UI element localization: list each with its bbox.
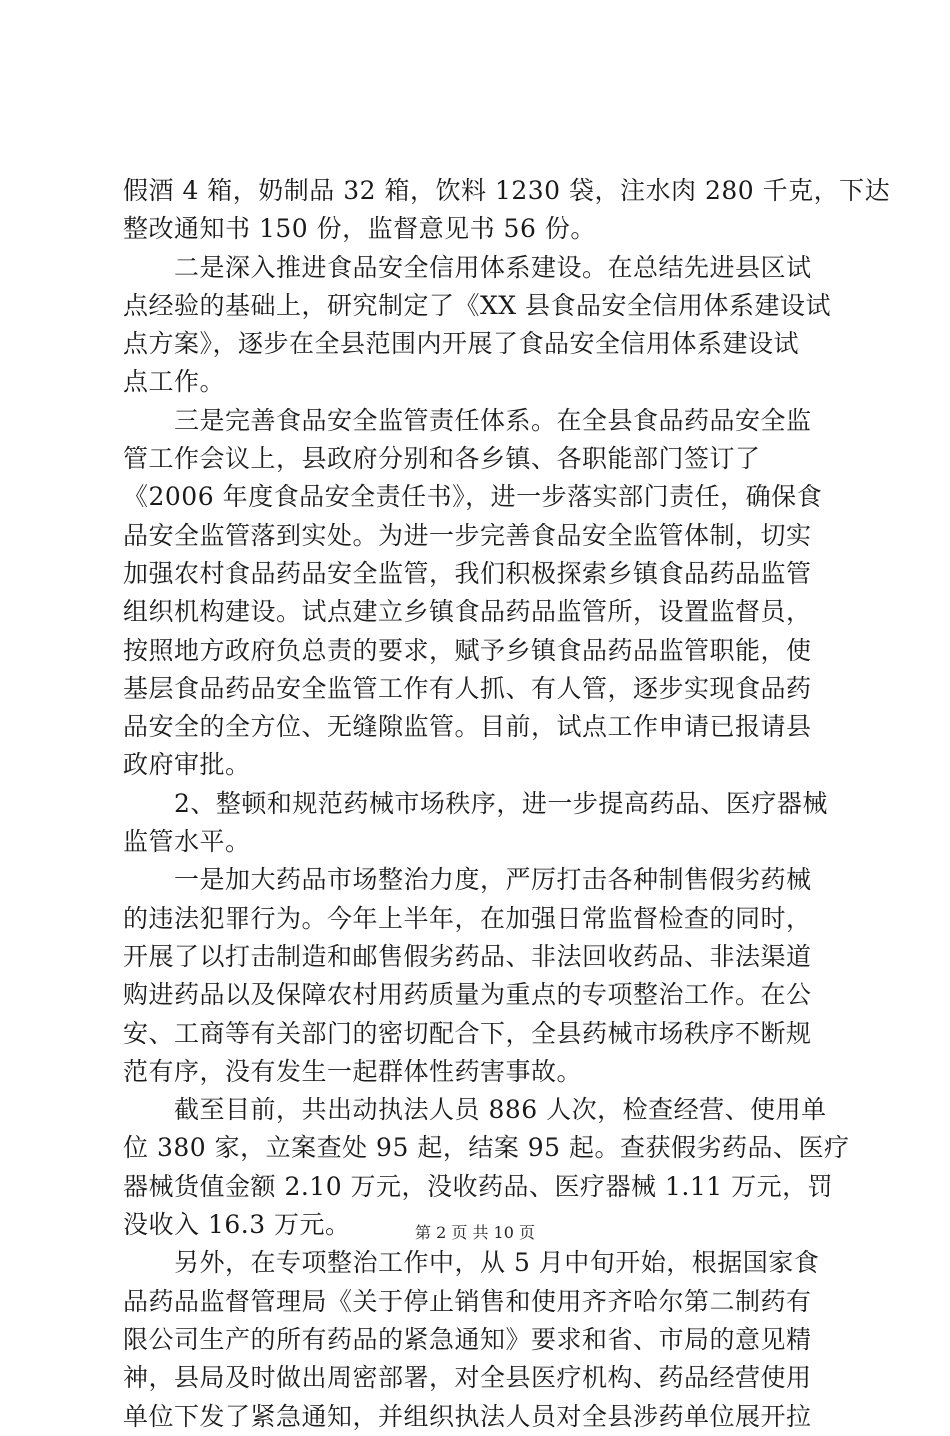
- text-line: 按照地方政府负总责的要求，赋予乡镇食品药品监管职能，使: [123, 635, 812, 665]
- text-line: 购进药品以及保障农村用药质量为重点的专项整治工作。在公: [123, 980, 812, 1010]
- text-line: 点方案》，逐步在全县范围内开展了食品安全信用体系建设试: [123, 329, 800, 359]
- text-line: 《2006 年度食品安全责任书》，进一步落实部门责任，确保食: [123, 482, 823, 512]
- text-line: 位 380 家，立案查处 95 起，结案 95 起。查获假劣药品、医疗: [123, 1133, 850, 1163]
- text-line: 管工作会议上，县政府分别和各乡镇、各职能部门签订了: [123, 444, 761, 474]
- text-line: 基层食品药品安全监管工作有人抓、有人管，逐步实现食品药: [123, 673, 812, 703]
- text-line: 截至目前，共出动执法人员 886 人次，检查经营、使用单: [123, 1095, 827, 1125]
- text-line: 品药品监督管理局《关于停止销售和使用齐齐哈尔第二制药有: [123, 1286, 812, 1316]
- text-line: 范有序，没有发生一起群体性药害事故。: [123, 1056, 583, 1086]
- text-line: 器械货值金额 2.10 万元，没收药品、医疗器械 1.11 万元，罚: [123, 1171, 834, 1201]
- text-line: 开展了以打击制造和邮售假劣药品、非法回收药品、非法渠道: [123, 941, 812, 971]
- text-line: 组织机构建设。试点建立乡镇食品药品监管所，设置监督员，: [123, 597, 812, 627]
- text-line: 的违法犯罪行为。今年上半年，在加强日常监督检查的同时，: [123, 903, 812, 933]
- text-line: 2、整顿和规范药械市场秩序，进一步提高药品、医疗器械: [123, 788, 828, 818]
- text-line: 整改通知书 150 份，监督意见书 56 份。: [123, 214, 596, 244]
- text-line: 品安全监管落到实处。为进一步完善食品安全监管体制，切实: [123, 520, 812, 550]
- text-line: 另外，在专项整治工作中，从 5 月中旬开始，根据国家食: [123, 1248, 820, 1278]
- text-line: 加强农村食品药品安全监管，我们积极探索乡镇食品药品监管: [123, 558, 812, 588]
- page-number-label: 第 2 页 共 10 页: [415, 1223, 535, 1242]
- text-line: 神，县局及时做出周密部署，对全县医疗机构、药品经营使用: [123, 1363, 812, 1393]
- text-line: 假酒 4 箱，奶制品 32 箱，饮料 1230 袋，注水肉 280 千克，下达: [123, 176, 891, 205]
- text-line: 三是完善食品安全监管责任体系。在全县食品药品安全监: [123, 405, 812, 435]
- text-line: 点工作。: [123, 367, 226, 397]
- text-line: 一是加大药品市场整治力度，严厉打击各种制售假劣药械: [123, 865, 812, 895]
- document-body: [123, 172, 891, 1436]
- page-footer: [0, 1220, 950, 1243]
- text-line: 单位下发了紧急通知，并组织执法人员对全县涉药单位展开拉: [123, 1401, 812, 1431]
- text-line: 点经验的基础上，研究制定了《XX 县食品安全信用体系建设试: [123, 290, 832, 320]
- text-line: 安、工商等有关部门的密切配合下，全县药械市场秩序不断规: [123, 1018, 812, 1048]
- text-line: 二是深入推进食品安全信用体系建设。在总结先进县区试: [123, 252, 812, 282]
- text-line: 品安全的全方位、无缝隙监管。目前，试点工作申请已报请县: [123, 712, 812, 742]
- text-line: 政府审批。: [123, 750, 251, 780]
- text-line: 限公司生产的所有药品的紧急通知》要求和省、市局的意见精: [123, 1324, 812, 1354]
- text-line: 没收入 16.3 万元。: [123, 1210, 351, 1240]
- text-line: 监管水平。: [123, 827, 251, 857]
